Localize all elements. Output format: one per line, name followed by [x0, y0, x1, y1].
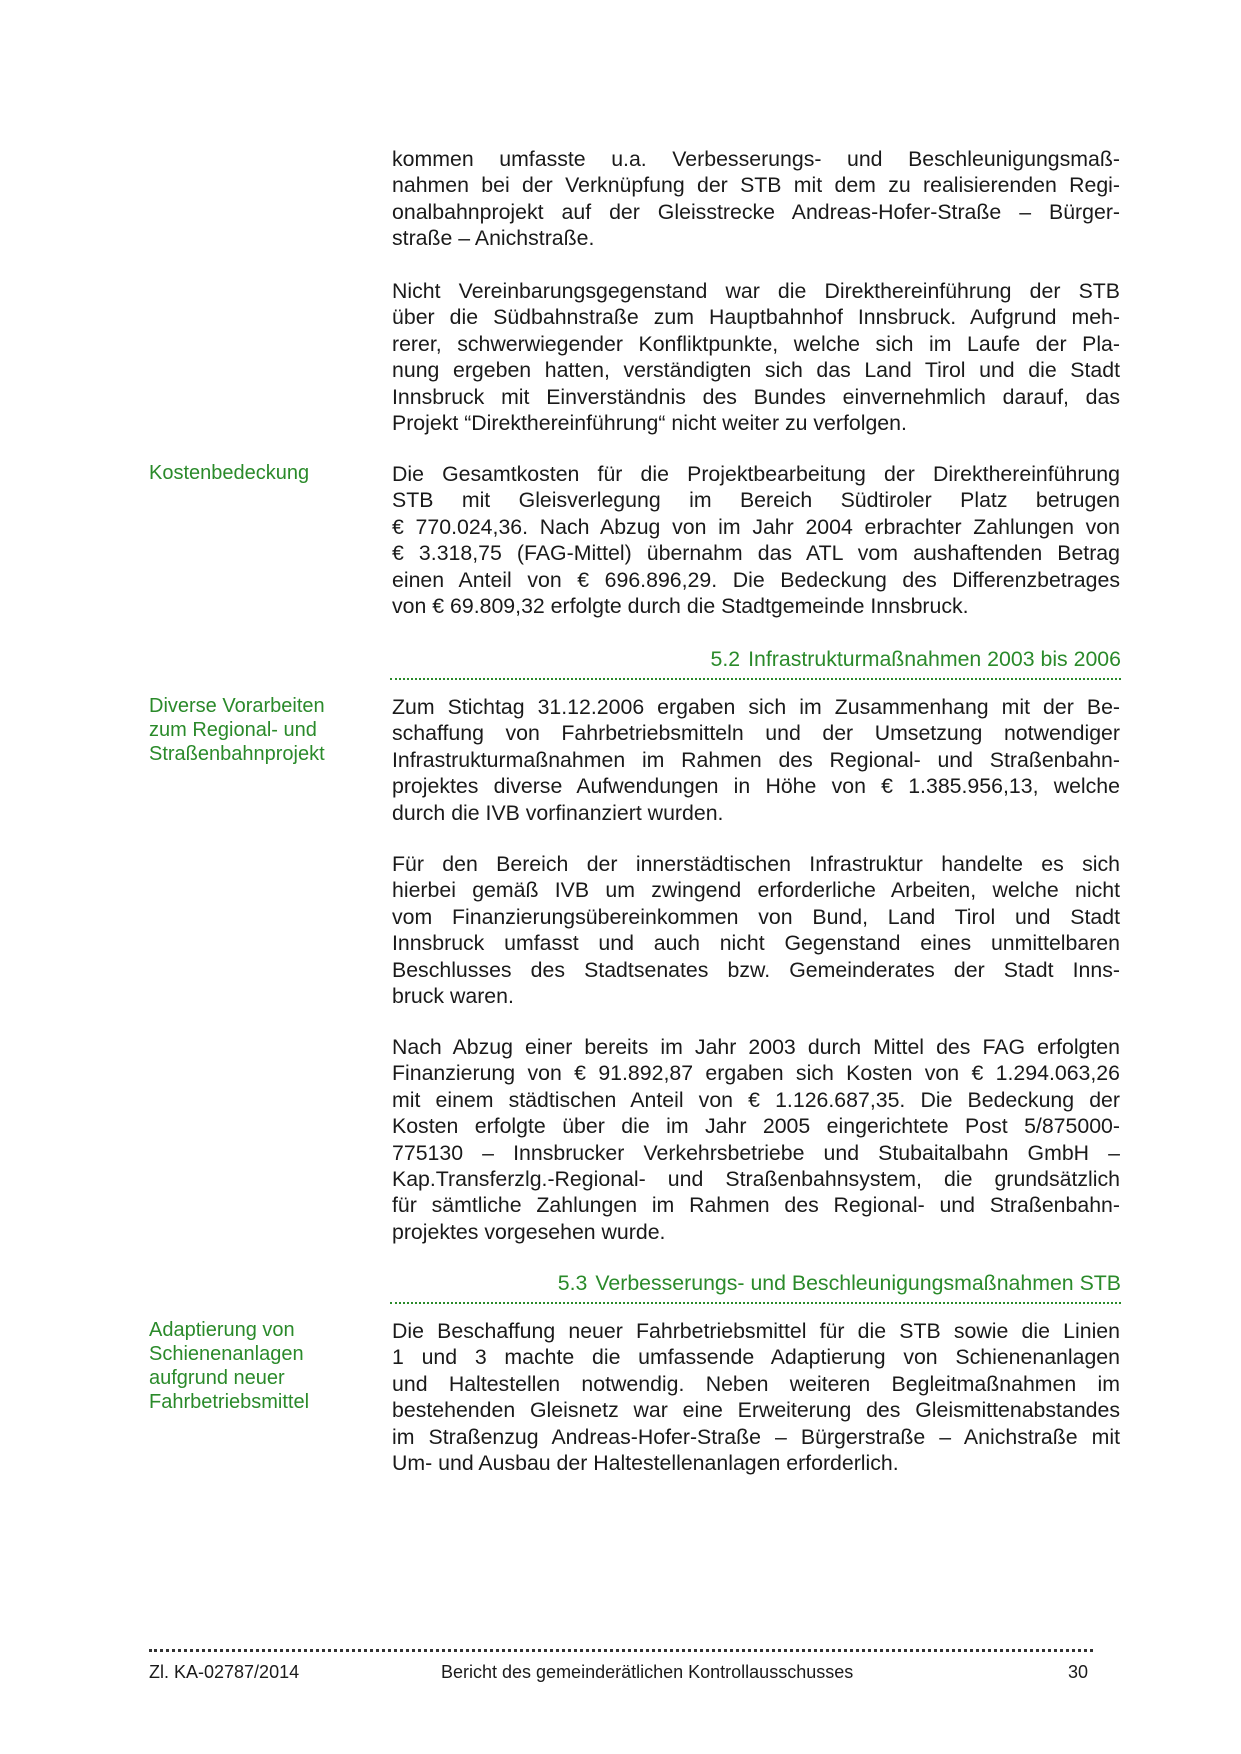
text-line: schaffung von Fahrbetriebsmitteln und der Umsetzung notwendiger: [392, 721, 1120, 746]
section-number: 5.3: [557, 1271, 588, 1295]
text-line: im Straßenzug Andreas-Hofer-Straße – Bürgerstraße – Anichstraße mit: [392, 1424, 1120, 1449]
page-number: 30: [1068, 1662, 1089, 1682]
text-line: einen Anteil von € 696.896,29. Die Bedeckung des Differenzbetrages: [392, 567, 1120, 592]
section-title: Infrastrukturmaßnahmen 2003 bis 2006: [748, 647, 1121, 671]
text-line: und Haltestellen notwendig. Neben weiteren Begleitmaßnahmen im: [392, 1371, 1120, 1396]
body-paragraph: [392, 851, 1120, 1009]
text-line: Die Gesamtkosten für die Projektbearbeitung der Direkthereinführung: [392, 462, 1120, 486]
body-paragraph: [392, 278, 1120, 436]
text-line: Kap.Transferzlg.-Regional- und Straßenbahnsystem, die grundsätzlich: [392, 1167, 1120, 1192]
margin-note-vorarbeiten: [149, 694, 369, 766]
text-line: von € 69.809,32 erfolgte durch die Stadtgemeinde Innsbruck.: [392, 594, 969, 619]
footer-title: Bericht des gemeinderätlichen Kontrollausschusses: [441, 1662, 854, 1682]
text-line: projektes diverse Aufwendungen in Höhe von € 1.385.956,13, welche: [392, 774, 1120, 799]
text-line: Nicht Vereinbarungsgegenstand war die Direkthereinführung der STB: [392, 279, 1120, 303]
margin-note-line: Diverse Vorarbeiten: [149, 695, 325, 717]
footer-reference: Zl. KA-02787/2014: [149, 1662, 300, 1682]
text-line: Innsbruck mit Einverständnis des Bundes einvernehmlich darauf, das: [392, 384, 1120, 409]
text-line: € 770.024,36. Nach Abzug von im Jahr 2004 erbrachter Zahlungen von: [392, 514, 1120, 539]
text-line: kommen umfasste u.a. Verbesserungs- und Beschleunigungsmaß-: [392, 147, 1120, 171]
text-line: Projekt “Direkthereinführung“ nicht weiter zu verfolgen.: [392, 411, 907, 436]
margin-note-line: aufgrund neuer: [149, 1367, 285, 1389]
margin-note-line: zum Regional- und: [149, 719, 317, 741]
body-paragraph: [392, 461, 1120, 619]
margin-note-adaptierung: [149, 1318, 369, 1414]
text-line: mit einem städtischen Anteil von € 1.126.687,35. Die Bedeckung der: [392, 1087, 1120, 1112]
body-paragraph: [392, 146, 1120, 252]
text-line: onalbahnprojekt auf der Gleisstrecke Andreas-Hofer-Straße – Bürger-: [392, 199, 1120, 224]
margin-note-line: Schienenanlagen: [149, 1343, 304, 1365]
text-line: bestehenden Gleisnetz war eine Erweiterung des Gleismittenabstandes: [392, 1398, 1120, 1423]
margin-note-line: Fahrbetriebsmittel: [149, 1391, 310, 1413]
text-line: Um- und Ausbau der Haltestellenanlagen erforderlich.: [392, 1451, 899, 1476]
text-line: nahmen bei der Verknüpfung der STB mit dem zu realisierenden Regi-: [392, 173, 1120, 198]
text-line: € 3.318,75 (FAG-Mittel) übernahm das ATL vom aushaftenden Betrag: [392, 541, 1120, 566]
text-line: Für den Bereich der innerstädtischen Infrastruktur handelte es sich: [392, 852, 1120, 876]
body-paragraph: [392, 694, 1120, 826]
body-paragraph: [392, 1318, 1120, 1476]
section-title: Verbesserungs- und Beschleunigungsmaßnahmen STB: [595, 1271, 1121, 1295]
text-line: Beschlusses des Stadtsenates bzw. Gemeinderates der Stadt Inns-: [392, 957, 1120, 982]
text-line: STB mit Gleisverlegung im Bereich Südtiroler Platz betrugen: [392, 488, 1120, 513]
text-line: straße – Anichstraße.: [392, 226, 595, 251]
text-line: Finanzierung von € 91.892,87 ergaben sich Kosten von € 1.294.063,26: [392, 1061, 1120, 1086]
margin-note-line: Kostenbedeckung: [149, 462, 310, 484]
text-line: 1 und 3 machte die umfassende Adaptierung von Schienenanlagen: [392, 1345, 1120, 1370]
text-line: bruck waren.: [392, 984, 514, 1009]
margin-note-line: Straßenbahnprojekt: [149, 743, 325, 765]
section-heading-5-3: [390, 1270, 1121, 1304]
text-line: für sämtliche Zahlungen im Rahmen des Regional- und Straßenbahn-: [392, 1193, 1120, 1218]
text-line: hierbei gemäß IVB um zwingend erforderliche Arbeiten, welche nicht: [392, 878, 1120, 903]
text-line: rerer, schwerwiegender Konfliktpunkte, welche sich im Laufe der Pla-: [392, 331, 1120, 356]
text-line: Zum Stichtag 31.12.2006 ergaben sich im Zusammenhang mit der Be-: [392, 695, 1120, 719]
text-line: vom Finanzierungsübereinkommen von Bund, Land Tirol und Stadt: [392, 904, 1120, 929]
section-number: 5.2: [710, 647, 741, 671]
text-line: durch die IVB vorfinanziert wurden.: [392, 800, 724, 825]
text-line: Die Beschaffung neuer Fahrbetriebsmittel für die STB sowie die Linien: [392, 1319, 1120, 1343]
body-paragraph: [392, 1034, 1120, 1245]
section-heading-5-2: [390, 646, 1121, 680]
text-line: über die Südbahnstraße zum Hauptbahnhof Innsbruck. Aufgrund meh-: [392, 305, 1120, 330]
text-line: 775130 – Innsbrucker Verkehrsbetriebe und Stubaitalbahn GmbH –: [392, 1140, 1120, 1165]
margin-note-kostenbedeckung: [149, 461, 369, 485]
text-line: Kosten erfolgte über die im Jahr 2005 eingerichtete Post 5/875000-: [392, 1114, 1120, 1139]
text-line: projektes vorgesehen wurde.: [392, 1219, 666, 1244]
margin-note-line: Adaptierung von: [149, 1319, 295, 1341]
text-line: Infrastrukturmaßnahmen im Rahmen des Regional- und Straßenbahn-: [392, 747, 1120, 772]
footer-divider: [149, 1649, 1093, 1652]
text-line: nung ergeben hatten, verständigten sich das Land Tirol und die Stadt: [392, 358, 1120, 383]
text-line: Innsbruck umfasst und auch nicht Gegenstand eines unmittelbaren: [392, 931, 1120, 956]
text-line: Nach Abzug einer bereits im Jahr 2003 durch Mittel des FAG erfolgten: [392, 1035, 1120, 1059]
